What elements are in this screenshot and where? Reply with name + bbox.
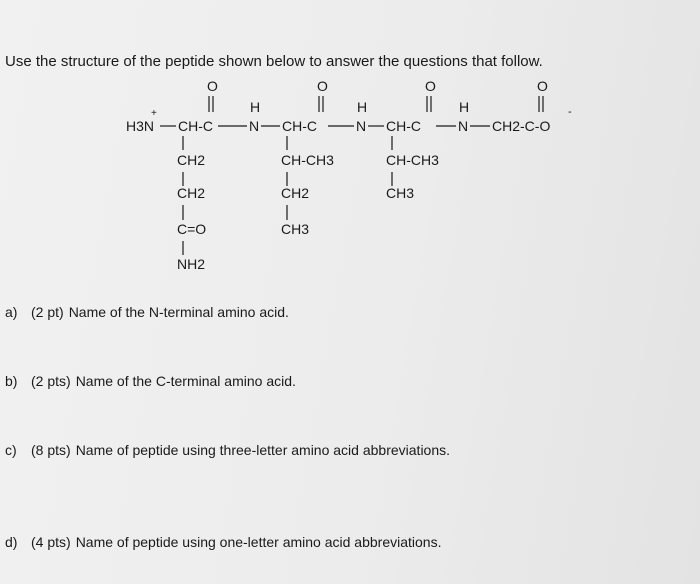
side-chain-2-branch: CH-CH3 [281,152,334,168]
question-a-points: (2 pt) [31,304,64,320]
question-a-label: a) [5,304,18,320]
question-b-label: b) [5,373,18,389]
question-a [5,304,289,320]
side-chain-1-amide: NH2 [177,256,206,272]
question-b-text: Name of the C-terminal amino acid. [75,373,296,389]
amide-nitrogen-2: N [356,118,367,134]
question-d-label: d) [5,534,18,550]
amide-nitrogen-3: N [458,118,469,134]
amide-hydrogen-2: H [357,99,368,115]
side-chain-1-carbon-1: CH2 [177,152,206,168]
side-chain-2-carbon: CH2 [281,185,310,201]
question-c-label: c) [5,442,17,458]
c-terminus-charge: - [568,106,572,118]
question-a-text: Name of the N-terminal amino acid. [68,304,289,320]
side-chain-1-carbon-2: CH2 [177,185,206,201]
amide-hydrogen-3: H [459,99,470,115]
residue-2-backbone: CH-C [282,118,317,134]
question-b-points: (2 pts) [31,373,71,389]
amide-hydrogen-1: H [250,99,261,115]
peptide-structure [0,0,700,290]
question-c [5,442,450,458]
question-c-points: (8 pts) [31,442,71,458]
side-chain-2-methyl: CH3 [281,221,310,237]
amide-nitrogen-1: N [249,118,260,134]
question-b [5,373,296,389]
residue-1-backbone: CH-C [178,118,213,134]
side-chain-3-methyl: CH3 [386,185,415,201]
residue-4-backbone: CH2-C-O [492,118,551,134]
instructions-text: Use the structure of the peptide shown below to answer the questions that follow. [5,53,543,70]
question-d-text: Name of peptide using one-letter amino acid abbreviations. [75,534,442,550]
carbonyl-oxygen-1: O [207,78,218,94]
side-chain-3-branch: CH-CH3 [386,152,439,168]
carbonyl-oxygen-2: O [317,78,328,94]
n-terminus: H3N [126,118,155,134]
n-terminus-charge: + [151,108,157,119]
carbonyl-oxygen-3: O [425,78,436,94]
question-d-points: (4 pts) [31,534,71,550]
carbonyl-oxygen-4: O [537,78,548,94]
question-c-text: Name of peptide using three-letter amino acid abbreviations. [75,442,451,458]
residue-3-backbone: CH-C [386,118,421,134]
side-chain-1-carbonyl: C=O [177,221,207,237]
question-d [5,534,441,550]
